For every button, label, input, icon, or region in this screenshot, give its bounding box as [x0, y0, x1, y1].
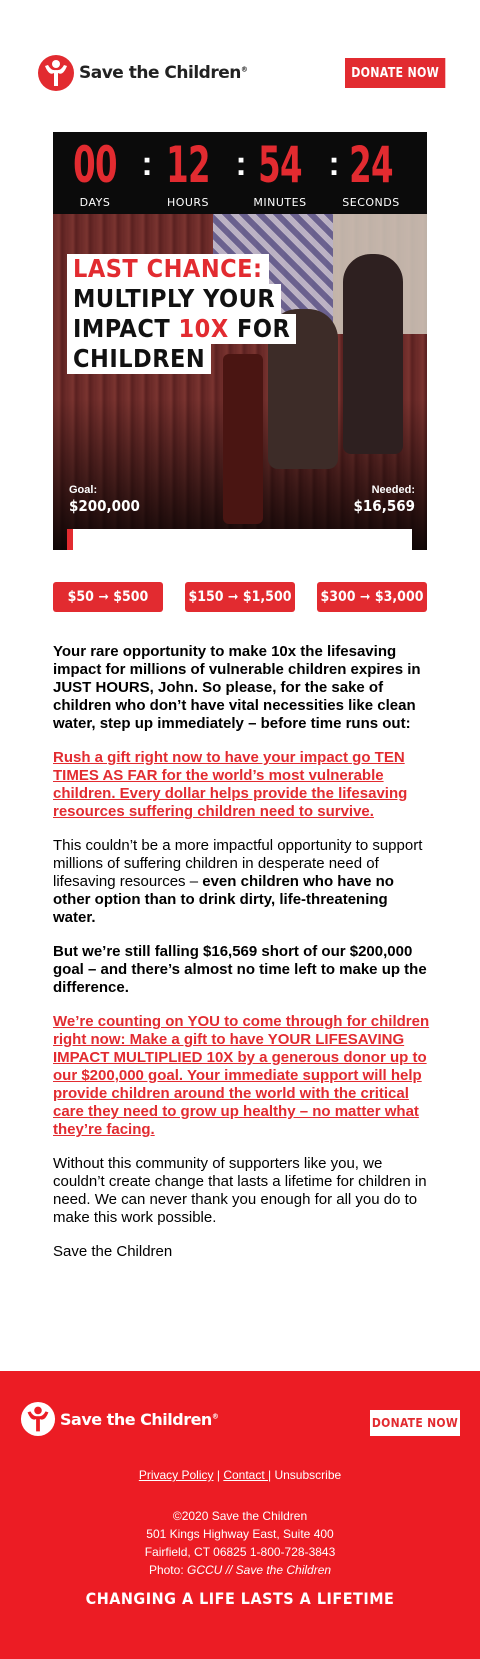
goal-progress-bar [67, 529, 412, 550]
countdown-days: 00 DAYS [73, 136, 117, 209]
countdown-separator: : [328, 145, 340, 183]
hero-photo [53, 214, 427, 550]
photo-credit: Photo: GCCU // Save the Children [148, 1563, 332, 1577]
impact-paragraph: This couldn’t be a more impactful opportunity to support millions of suffering children in desperate need of lifesaving resources – even children who have no other option than to drink dirty, life-threatening water. [53, 837, 423, 926]
headline-line: MULTIPLY YOUR [67, 284, 281, 314]
email-body [53, 643, 431, 1277]
countdown-minutes: 54 MINUTES [253, 136, 307, 209]
footer-logo[interactable] [20, 1401, 218, 1437]
countdown-seconds: 24 SECONDS [342, 136, 400, 209]
privacy-policy-link[interactable]: Privacy Policy [138, 1468, 214, 1482]
countdown-separator: : [141, 145, 153, 183]
child-figure-icon [20, 1401, 56, 1437]
needed-amount: Needed: $16,569 [353, 484, 415, 515]
headline-line: IMPACT 10X FOR [67, 314, 296, 344]
unsubscribe-link[interactable]: Unsubscribe [274, 1468, 342, 1482]
headline-line: CHILDREN [67, 344, 211, 374]
countdown-hours: 12 HOURS [166, 136, 210, 209]
footer-address: ©2020 Save the Children 501 Kings Highway East, Suite 400 Fairfield, CT 06825 1-800-728-3843 Photo: GCCU // Save the Children [0, 1507, 480, 1579]
photo-child [343, 254, 403, 454]
hero-banner[interactable] [53, 132, 427, 550]
rush-gift-link[interactable]: Rush a gift right now to have your impact go TEN TIMES AS FAR for the world’s most vulnerable children. Every dollar helps provide the lifesaving resources suffering children need to survive. [53, 749, 408, 820]
goal-amount: Goal: $200,000 [69, 484, 140, 515]
footer-tagline: CHANGING A LIFE LASTS A LIFETIME [85, 1589, 395, 1608]
amount-button-150[interactable]: $150 ➞ $1,500 [185, 582, 295, 612]
signature: Save the Children [53, 1243, 173, 1260]
amount-button-300[interactable]: $300 ➞ $3,000 [317, 582, 427, 612]
amount-button-50[interactable]: $50 ➞ $500 [53, 582, 163, 612]
headline-line: LAST CHANCE: [67, 254, 269, 284]
logo-wordmark: Save the Children® [79, 63, 248, 83]
footer-donate-now-button[interactable]: DONATE NOW [370, 1410, 460, 1436]
shortfall-paragraph: But we’re still falling $16,569 short of our $200,000 goal – and there’s almost no time left to make up the difference. [53, 943, 427, 996]
child-figure-icon [37, 54, 75, 92]
email-footer [0, 1371, 480, 1659]
countdown-timer [53, 132, 427, 214]
make-gift-link[interactable]: We’re counting on YOU to come through for children right now: Make a gift to have YOUR LIFESAVING IMPACT MULTIPLIED 10X by a generous donor up to our $200,000 goal. Your immediate support will help provide children around the world with the critical care they need to grow up healthy – no matter what they’re facing. [53, 1013, 430, 1138]
donate-now-button[interactable]: DONATE NOW [345, 58, 445, 88]
contact-link[interactable]: Contact [223, 1468, 269, 1482]
email-header [0, 0, 480, 132]
photo-water-pump [223, 354, 263, 524]
intro-paragraph: Your rare opportunity to make 10x the lifesaving impact for millions of vulnerable children expires in JUST HOURS, John. So please, for the sake of children who don’t have vital necessities like clean water, step up immediately – before time runs out: [53, 643, 421, 732]
donation-amounts [53, 582, 427, 612]
logo-wordmark: Save the Children® [60, 1409, 219, 1429]
progress-fill [67, 529, 73, 550]
save-the-children-logo[interactable] [37, 54, 247, 92]
footer-links: Privacy Policy | Contact | Unsubscribe [138, 1468, 342, 1482]
countdown-separator: : [235, 145, 247, 183]
thanks-paragraph: Without this community of supporters like you, we couldn’t create change that lasts a lifetime for children in need. We can never thank you enough for all you do to make this work possible. [53, 1155, 427, 1226]
